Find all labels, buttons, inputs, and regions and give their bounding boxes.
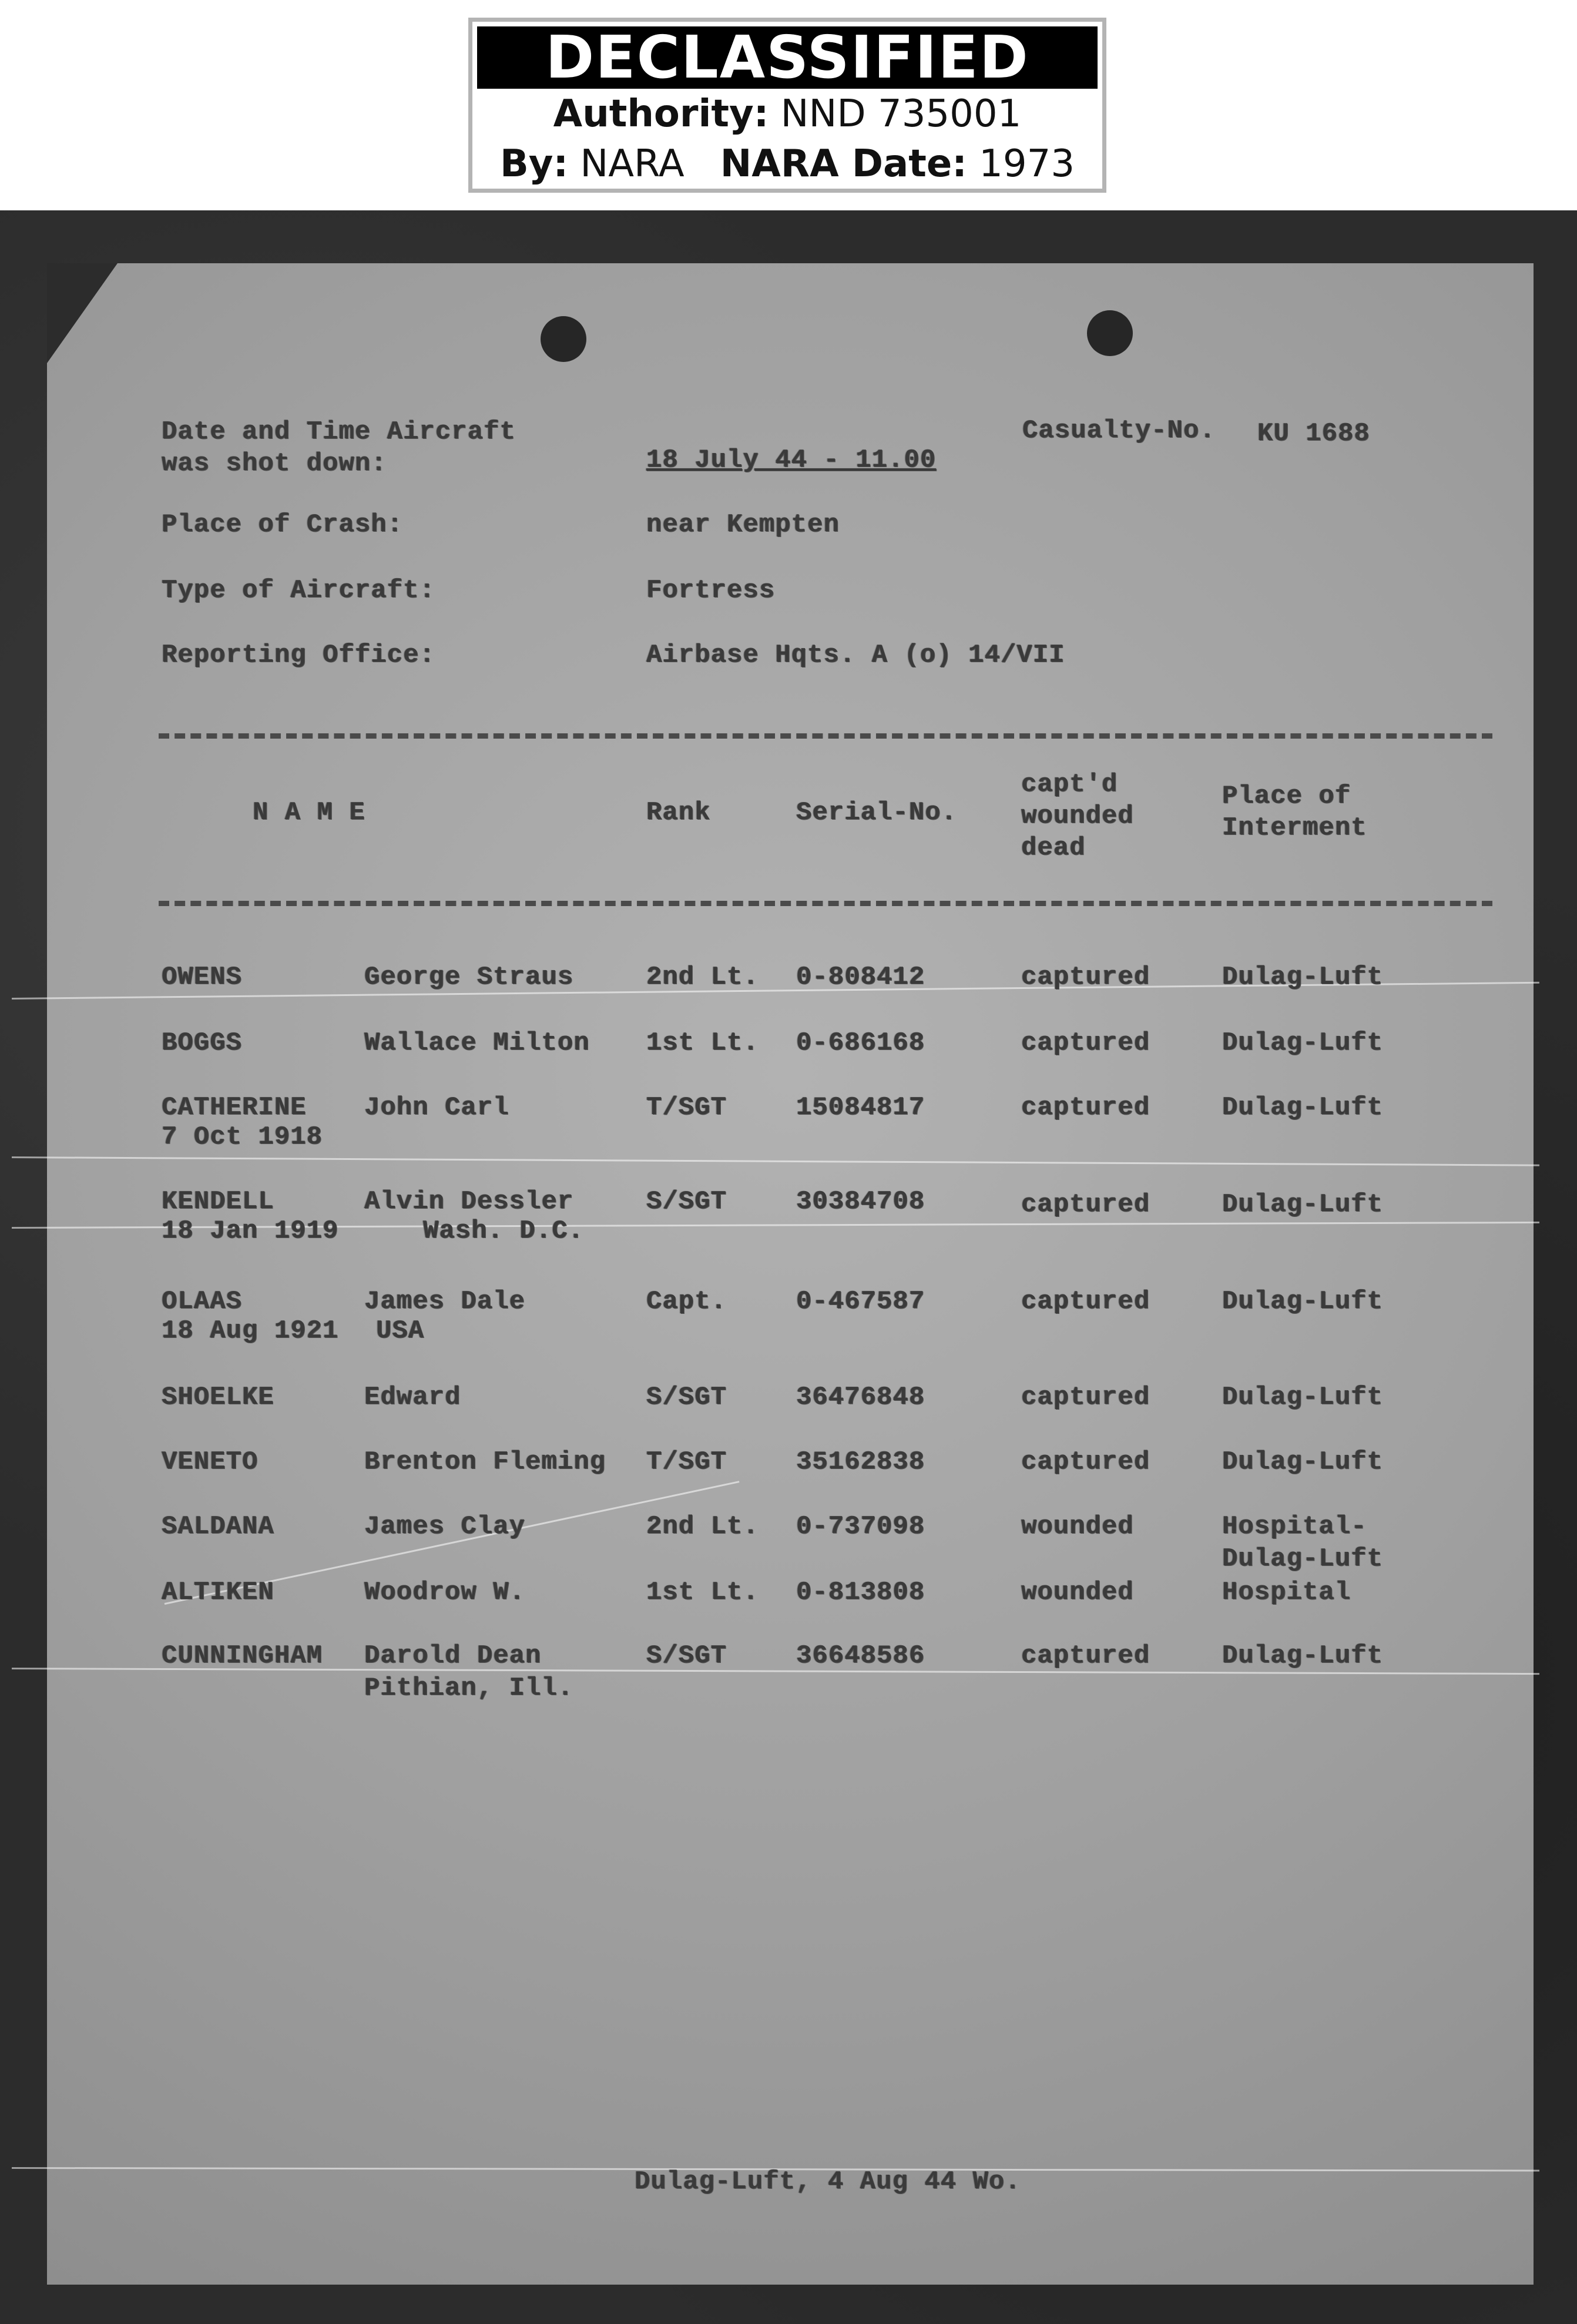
- col-header-place-line1: Place of: [1222, 782, 1351, 811]
- table-row-given: Edward: [364, 1383, 461, 1412]
- table-row-status: captured: [1021, 1028, 1150, 1058]
- col-header-serial: Serial-No.: [796, 798, 958, 827]
- table-row-given: James Dale: [364, 1287, 526, 1316]
- field-type-label: Type of Aircraft:: [162, 576, 435, 605]
- table-row-rank: Capt.: [646, 1287, 727, 1316]
- field-place-label: Place of Crash:: [162, 510, 404, 539]
- table-row-surname: ALTIKEN: [162, 1578, 274, 1607]
- field-type-value: Fortress: [646, 576, 776, 605]
- table-row-serial: 35162838: [796, 1447, 925, 1477]
- table-row-given-line2: Wash. D.C.: [423, 1216, 585, 1246]
- table-row-rank: 2nd Lt.: [646, 963, 759, 992]
- stamp-by-line: [472, 142, 1102, 186]
- field-place-value: near Kempten: [646, 510, 840, 539]
- stamp-date-value: 1973: [979, 142, 1075, 186]
- table-row-given: Alvin Dessler: [364, 1187, 574, 1216]
- col-header-status-line3: dead: [1021, 833, 1086, 863]
- table-row-serial: 0-808412: [796, 963, 925, 992]
- casualty-label: Casualty-No.: [1022, 416, 1216, 445]
- table-row-status: captured: [1021, 1287, 1150, 1316]
- table-row-rank: 1st Lt.: [646, 1028, 759, 1058]
- col-header-rank: Rank: [646, 798, 711, 827]
- table-row-given-line2: Pithian, Ill.: [364, 1674, 574, 1703]
- field-office-value: Airbase Hqts. A (o) 14/VII: [646, 640, 1065, 670]
- table-row-serial: 30384708: [796, 1187, 925, 1216]
- table-row-status: captured: [1021, 1383, 1150, 1412]
- table-row-given: Darold Dean: [364, 1641, 542, 1671]
- table-row-status: captured: [1021, 1447, 1150, 1477]
- stamp-authority-value: NND 735001: [780, 92, 1022, 136]
- table-row-place: Dulag-Luft: [1222, 1190, 1384, 1219]
- table-row-surname: OWENS: [162, 963, 243, 992]
- table-row-surname: KENDELL: [162, 1187, 274, 1216]
- table-row-place: Hospital: [1222, 1578, 1351, 1607]
- document-paper: [47, 263, 1534, 2285]
- table-row-status: captured: [1021, 1093, 1150, 1122]
- table-row-given: Woodrow W.: [364, 1578, 526, 1607]
- stamp-by-value: NARA: [580, 142, 685, 186]
- table-row-surname: CUNNINGHAM: [162, 1641, 323, 1671]
- table-row-given: Brenton Fleming: [364, 1447, 606, 1477]
- table-row-given: John Carl: [364, 1093, 509, 1122]
- document-footer: Dulag-Luft, 4 Aug 44 Wo.: [635, 2167, 1021, 2196]
- field-date-value: 18 July 44 - 11.00: [646, 445, 937, 475]
- table-row-serial: 15084817: [796, 1093, 925, 1122]
- table-row-serial: 0-813808: [796, 1578, 925, 1607]
- table-row-serial: 0-686168: [796, 1028, 925, 1058]
- dashed-divider-top: [159, 733, 1492, 739]
- table-row-place: Hospital-: [1222, 1512, 1367, 1541]
- col-header-status-line2: wounded: [1021, 802, 1134, 831]
- table-row-place: Dulag-Luft: [1222, 1028, 1384, 1058]
- field-date-label: [162, 416, 516, 479]
- table-row-surname-line2: 18 Jan 1919: [162, 1216, 339, 1246]
- col-header-place: [1222, 780, 1367, 844]
- stamp-date-label: NARA Date:: [720, 142, 967, 186]
- table-row-place: Dulag-Luft: [1222, 1093, 1384, 1122]
- table-row-given-line2: USA: [376, 1316, 425, 1346]
- stamp-title: DECLASSIFIED: [477, 26, 1098, 89]
- table-row-surname-line2: 18 Aug 1921: [162, 1316, 339, 1346]
- field-date-label-line1: Date and Time Aircraft: [162, 417, 516, 447]
- table-row-surname: VENETO: [162, 1447, 259, 1477]
- table-row-status: captured: [1021, 1190, 1150, 1219]
- table-row-place: Dulag-Luft: [1222, 1447, 1384, 1477]
- stamp-authority-line: [472, 92, 1102, 136]
- table-row-status: wounded: [1021, 1512, 1134, 1541]
- table-row-rank: S/SGT: [646, 1641, 727, 1671]
- col-header-name: N A M E: [253, 798, 365, 827]
- table-row-surname: OLAAS: [162, 1287, 243, 1316]
- table-row-given: George Straus: [364, 963, 574, 992]
- punch-hole-left: [541, 316, 586, 362]
- corner-fold: [47, 263, 118, 363]
- table-row-serial: 36648586: [796, 1641, 925, 1671]
- col-header-status-line1: capt'd: [1021, 770, 1118, 799]
- col-header-place-line2: Interment: [1222, 813, 1367, 843]
- table-row-status: captured: [1021, 1641, 1150, 1671]
- table-row-place: Dulag-Luft: [1222, 963, 1384, 992]
- table-row-surname: SALDANA: [162, 1512, 274, 1541]
- table-row-given: James Clay: [364, 1512, 526, 1541]
- table-row-surname: BOGGS: [162, 1028, 243, 1058]
- table-row-status: captured: [1021, 963, 1150, 992]
- table-row-surname: CATHERINE: [162, 1093, 307, 1122]
- table-row-rank: T/SGT: [646, 1447, 727, 1477]
- table-row-surname-line2: 7 Oct 1918: [162, 1122, 323, 1152]
- table-row-serial: 0-737098: [796, 1512, 925, 1541]
- stamp-authority-label: Authority:: [553, 92, 769, 136]
- table-row-serial: 36476848: [796, 1383, 925, 1412]
- table-row-place: Dulag-Luft: [1222, 1287, 1384, 1316]
- table-row-rank: 2nd Lt.: [646, 1512, 759, 1541]
- col-header-status: [1021, 769, 1134, 864]
- table-row-place-line2: Dulag-Luft: [1222, 1544, 1384, 1574]
- table-row-serial: 0-467587: [796, 1287, 925, 1316]
- table-row-rank: S/SGT: [646, 1187, 727, 1216]
- declassified-stamp: [468, 18, 1106, 193]
- dashed-divider-bottom: [159, 901, 1492, 906]
- punch-hole-right: [1087, 310, 1133, 356]
- field-date-label-line2: was shot down:: [162, 449, 387, 478]
- table-row-rank: 1st Lt.: [646, 1578, 759, 1607]
- field-office-label: Reporting Office:: [162, 640, 435, 670]
- table-row-surname: SHOELKE: [162, 1383, 274, 1412]
- table-row-given: Wallace Milton: [364, 1028, 590, 1058]
- scan-frame: [0, 210, 1577, 2324]
- casualty-value: KU 1688: [1257, 419, 1370, 448]
- table-row-rank: S/SGT: [646, 1383, 727, 1412]
- table-row-rank: T/SGT: [646, 1093, 727, 1122]
- scratch-mark: [12, 1156, 1539, 1166]
- table-row-status: wounded: [1021, 1578, 1134, 1607]
- table-row-place: Dulag-Luft: [1222, 1383, 1384, 1412]
- stamp-by-label: By:: [499, 142, 569, 186]
- table-row-place: Dulag-Luft: [1222, 1641, 1384, 1671]
